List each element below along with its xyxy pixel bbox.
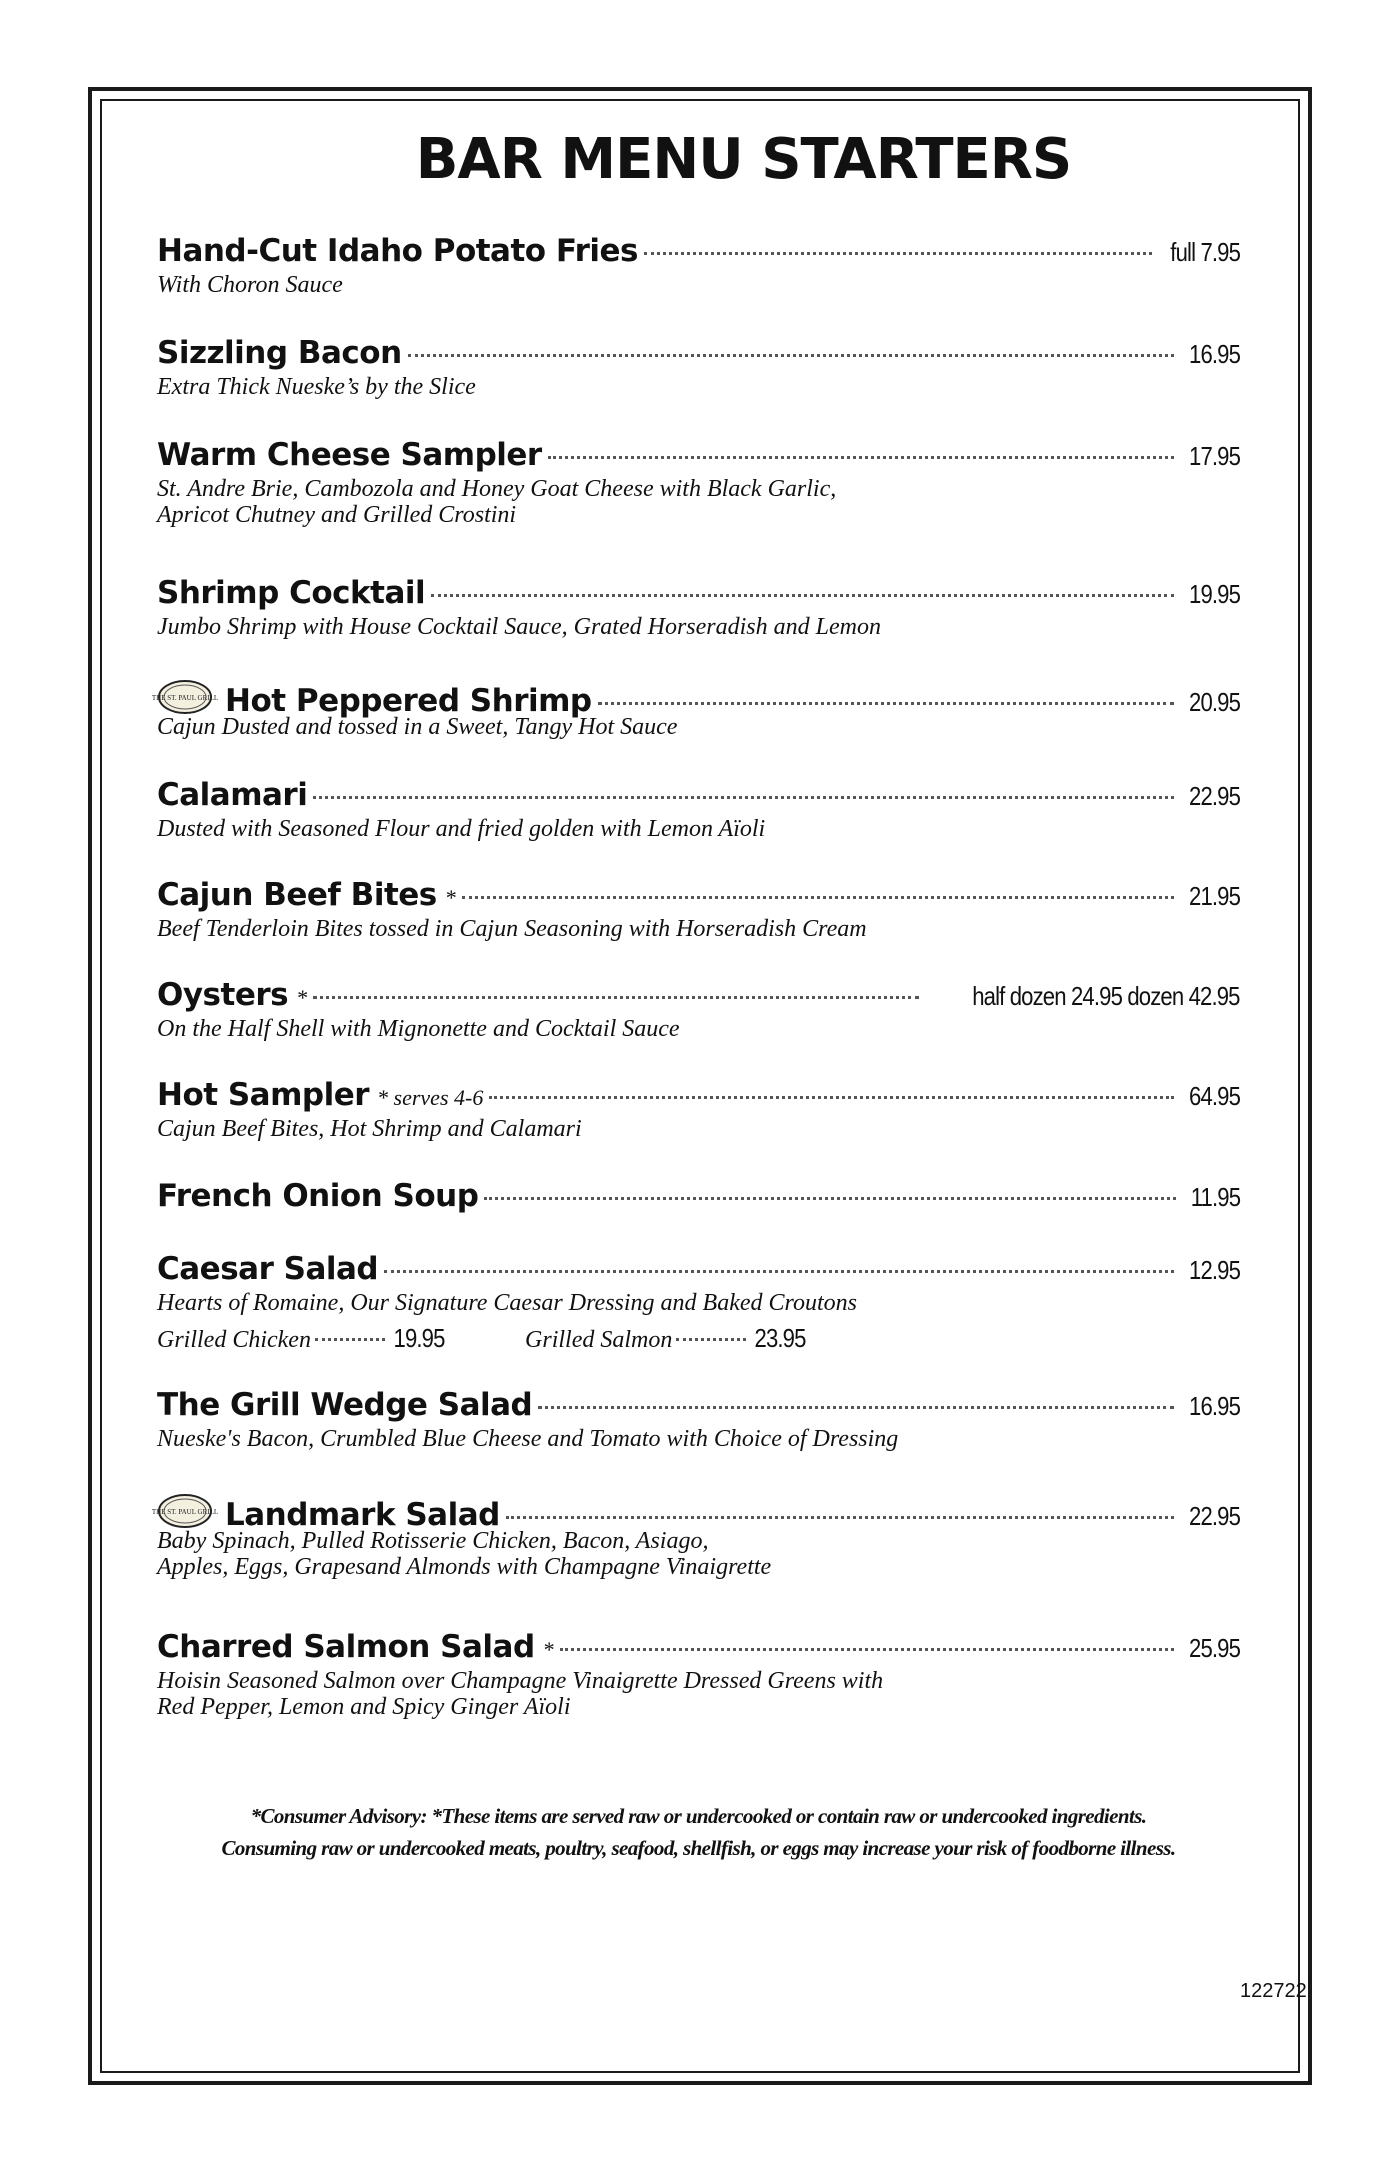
item-name: Landmark Salad xyxy=(225,1497,500,1533)
item-description: With Choron Sauce xyxy=(157,272,343,298)
item-name: Oysters xyxy=(157,977,289,1013)
item-description: Beef Tenderloin Bites tossed in Cajun Seasoning with Horseradish Cream xyxy=(157,916,867,942)
menu-item xyxy=(157,1077,1240,1143)
item-note: * serves 4-6 xyxy=(377,1085,484,1110)
item-price: 19.95 xyxy=(1188,579,1240,609)
item-description: Cajun Dusted and tossed in a Sweet, Tangy Hot Sauce xyxy=(157,714,678,740)
item-description-line2: Apples, Eggs, Grapesand Almonds with Champagne Vinaigrette xyxy=(157,1554,772,1580)
leader-dots xyxy=(313,796,1174,799)
leader-dots xyxy=(384,1270,1174,1273)
item-price: 16.95 xyxy=(1188,339,1240,369)
item-description: Baby Spinach, Pulled Rotisserie Chicken, Bacon, Asiago, xyxy=(157,1528,709,1554)
item-price: 25.95 xyxy=(1188,1633,1240,1663)
item-name: Hand-Cut Idaho Potato Fries xyxy=(157,233,638,269)
st-paul-grill-logo-icon xyxy=(151,679,219,715)
item-description: St. Andre Brie, Cambozola and Honey Goat Cheese with Black Garlic, xyxy=(157,476,837,502)
item-description-line2: Red Pepper, Lemon and Spicy Ginger Aïoli xyxy=(157,1694,571,1720)
item-description: Nueske's Bacon, Crumbled Blue Cheese and Tomato with Choice of Dressing xyxy=(157,1426,899,1452)
menu-item xyxy=(157,335,1240,401)
item-description: Jumbo Shrimp with House Cocktail Sauce, Grated Horseradish and Lemon xyxy=(157,614,881,640)
advisory-line-2: Consuming raw or undercooked meats, poultry, seafood, shellfish, or eggs may increase your risk of foodborne illness. xyxy=(221,1836,1176,1860)
menu-content xyxy=(151,120,1240,1860)
item-description-line2: Apricot Chutney and Grilled Crostini xyxy=(157,502,517,528)
item-note: * xyxy=(542,1637,554,1662)
item-name: Charred Salmon Salad xyxy=(157,1629,535,1665)
item-price: 17.95 xyxy=(1188,441,1240,471)
leader-dots xyxy=(560,1648,1174,1651)
item-price: 12.95 xyxy=(1188,1255,1240,1285)
menu-item xyxy=(157,1178,1240,1218)
leader-dots xyxy=(484,1197,1175,1200)
item-price: half dozen 24.95 dozen 42.95 xyxy=(972,981,1240,1011)
menu-item xyxy=(157,1629,1240,1721)
item-description: Cajun Beef Bites, Hot Shrimp and Calamari xyxy=(157,1116,582,1142)
item-name: The Grill Wedge Salad xyxy=(157,1387,533,1423)
leader-dots xyxy=(506,1516,1174,1519)
item-name: Hot Peppered Shrimp xyxy=(225,683,592,719)
svg-text:THE ST. PAUL GRILL: THE ST. PAUL GRILL xyxy=(151,1508,219,1516)
menu-item xyxy=(157,877,1240,943)
item-description: On the Half Shell with Mignonette and Cocktail Sauce xyxy=(157,1016,680,1042)
menu-item xyxy=(157,777,1240,843)
item-price: 64.95 xyxy=(1188,1081,1240,1111)
item-description: Hearts of Romaine, Our Signature Caesar Dressing and Baked Croutons xyxy=(157,1290,857,1316)
item-name: Hot Sampler xyxy=(157,1077,370,1113)
addon-grilled-salmon: Grilled Salmon 23.95 xyxy=(525,1323,806,1353)
menu-item xyxy=(157,1387,1240,1453)
addon-grilled-chicken: Grilled Chicken 19.95 xyxy=(157,1323,445,1353)
leader-dots xyxy=(598,702,1174,705)
leader-dots xyxy=(408,354,1174,357)
item-name: Caesar Salad xyxy=(157,1251,379,1287)
leader-dots xyxy=(313,996,919,999)
menu-item xyxy=(157,233,1240,299)
leader-dots xyxy=(489,1096,1174,1099)
item-name: Sizzling Bacon xyxy=(157,335,402,371)
menu-title: BAR MENU STARTERS xyxy=(415,127,1072,192)
item-note: * xyxy=(444,885,456,910)
leader-dots xyxy=(644,252,1152,255)
leader-dots xyxy=(431,594,1174,597)
item-name: Cajun Beef Bites xyxy=(157,877,437,913)
item-price: 20.95 xyxy=(1188,687,1240,717)
item-description: Extra Thick Nueske’s by the Slice xyxy=(157,374,476,400)
item-description: Hoisin Seasoned Salmon over Champagne Vinaigrette Dressed Greens with xyxy=(157,1668,884,1694)
caesar-addons xyxy=(157,1323,1240,1354)
leader-dots xyxy=(548,456,1174,459)
item-name: Shrimp Cocktail xyxy=(157,575,426,611)
item-price: 22.95 xyxy=(1188,781,1240,811)
menu-item xyxy=(157,977,1240,1043)
advisory-line-1: *Consumer Advisory: *These items are served raw or undercooked or contain raw or undercooked ingredients. xyxy=(250,1804,1147,1828)
item-price: 16.95 xyxy=(1188,1391,1240,1421)
item-description: Dusted with Seasoned Flour and fried golden with Lemon Aïoli xyxy=(157,816,766,842)
leader-dots xyxy=(538,1406,1174,1409)
svg-text:THE ST. PAUL GRILL: THE ST. PAUL GRILL xyxy=(151,694,219,702)
menu-item xyxy=(151,1489,1240,1581)
item-price: 22.95 xyxy=(1188,1501,1240,1531)
menu-item xyxy=(151,675,1240,741)
leader-dots xyxy=(462,896,1174,899)
item-price: 11.95 xyxy=(1190,1182,1240,1212)
item-name: Calamari xyxy=(157,777,308,813)
menu-item xyxy=(157,575,1240,641)
st-paul-grill-logo-icon xyxy=(151,1493,219,1529)
item-price: full 7.95 xyxy=(1170,237,1240,267)
menu-item xyxy=(157,1251,1240,1354)
item-name: Warm Cheese Sampler xyxy=(157,437,542,473)
item-note: * xyxy=(296,985,308,1010)
consumer-advisory xyxy=(157,1800,1240,1864)
menu-code: 122722 xyxy=(1240,1980,1307,2002)
item-price: 21.95 xyxy=(1188,881,1240,911)
item-name: French Onion Soup xyxy=(157,1178,479,1214)
menu-item xyxy=(157,437,1240,529)
